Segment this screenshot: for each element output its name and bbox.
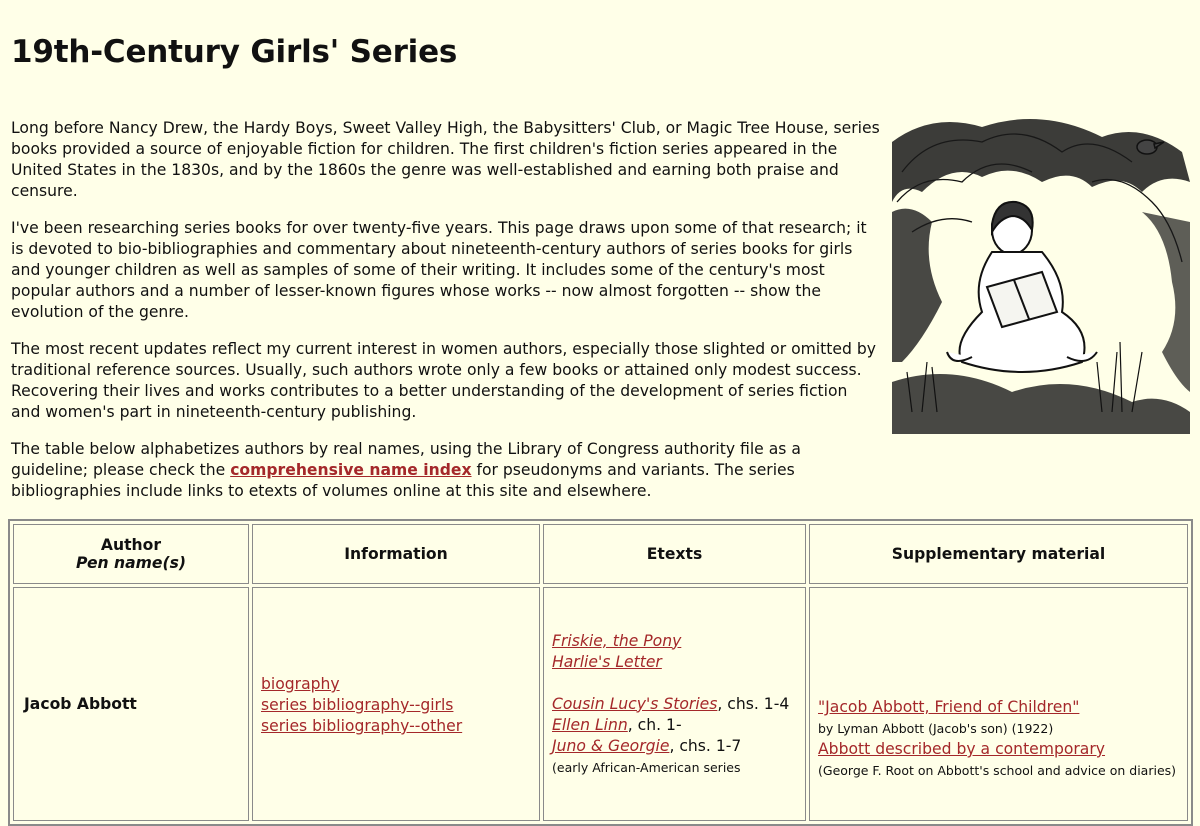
information-links — [261, 674, 538, 737]
supplementary-cell — [809, 587, 1188, 821]
supplementary-byline: by Lyman Abbott (Jacob's son) (1922) — [818, 721, 1054, 736]
pen-names-header-label: Pen name(s) — [75, 554, 187, 572]
information-cell — [252, 587, 540, 821]
etext-suffix: , chs. 1-4 — [717, 694, 790, 713]
etext-note: (early African-American series — [552, 759, 741, 775]
table-row — [13, 587, 1188, 821]
authors-table — [8, 519, 1193, 826]
author-column-header — [13, 524, 249, 584]
name-index-link[interactable]: comprehensive name index — [230, 461, 472, 479]
etexts-cell — [543, 587, 806, 821]
intro-p4-text-before: The table below alphabetizes authors by real names, using the Library of Congress authority file as a guideline; please check the — [11, 440, 801, 479]
etext-link-harlies-letter[interactable]: Harlie's Letter — [552, 652, 662, 671]
author-name-cell: Jacob Abbott — [13, 587, 249, 821]
biography-link[interactable]: biography — [261, 675, 340, 693]
series-bibliography-girls-link[interactable]: series bibliography--girls — [261, 696, 454, 714]
supplementary-column-header: Supplementary material — [809, 524, 1188, 584]
etext-link-juno-georgie[interactable]: Juno & Georgie — [552, 736, 670, 755]
information-column-header: Information — [252, 524, 540, 584]
etext-suffix: , ch. 1- — [627, 715, 682, 734]
supplementary-link-friend-of-children[interactable]: "Jacob Abbott, Friend of Children" — [818, 698, 1080, 716]
supplementary-link-contemporary[interactable]: Abbott described by a contemporary — [818, 740, 1106, 758]
author-header-label: Author — [100, 536, 162, 554]
table-header-row — [13, 524, 1188, 584]
intro-p4-text-after: for pseudonyms and variants. The series bibliographies include links to etexts of volumes online at this site and elsewhere. — [11, 461, 795, 500]
etext-link-cousin-lucy[interactable]: Cousin Lucy's Stories — [552, 694, 718, 713]
supplementary-byline: (George F. Root on Abbott's school and advice on diaries) — [818, 763, 1177, 778]
etext-link-ellen-linn[interactable]: Ellen Linn — [552, 715, 628, 734]
intro-paragraph-1: Long before Nancy Drew, the Hardy Boys, Sweet Valley High, the Babysitters' Club, or Magic Tree House, series books provided a source of enjoyable fiction for children. The first children's fiction series appeared in the United States in the 1830s, and by the 1860s the genre was well-established and earning both praise and censure. — [11, 119, 880, 200]
series-bibliography-other-link[interactable]: series bibliography--other — [261, 717, 463, 735]
intro-paragraph-3: The most recent updates reflect my current interest in women authors, especially those slighted or omitted by traditional reference sources. Usually, such authors wrote only a few books or attained only modest success. Recovering their lives and works contributes to a better understanding of the development of series fiction and women's part in nineteenth-century publishing. — [11, 340, 876, 421]
girl-reading-illustration — [892, 112, 1190, 434]
etext-suffix: , chs. 1-7 — [669, 736, 742, 755]
intro-paragraph-2: I've been researching series books for over twenty-five years. This page draws upon some of that research; it is devoted to bio-bibliographies and commentary about nineteenth-century authors of series books for girls and younger children as well as samples of some of their writing. It includes some of the century's most popular authors and a number of lesser-known figures whose works -- now almost forgotten -- show the evolution of the genre. — [11, 219, 867, 321]
etexts-column-header: Etexts — [543, 524, 806, 584]
page-title: 19th-Century Girls' Series — [11, 34, 458, 70]
intro-paragraph-4 — [11, 439, 881, 502]
etext-link-friskie[interactable]: Friskie, the Pony — [552, 631, 682, 650]
intro-section — [11, 118, 881, 518]
